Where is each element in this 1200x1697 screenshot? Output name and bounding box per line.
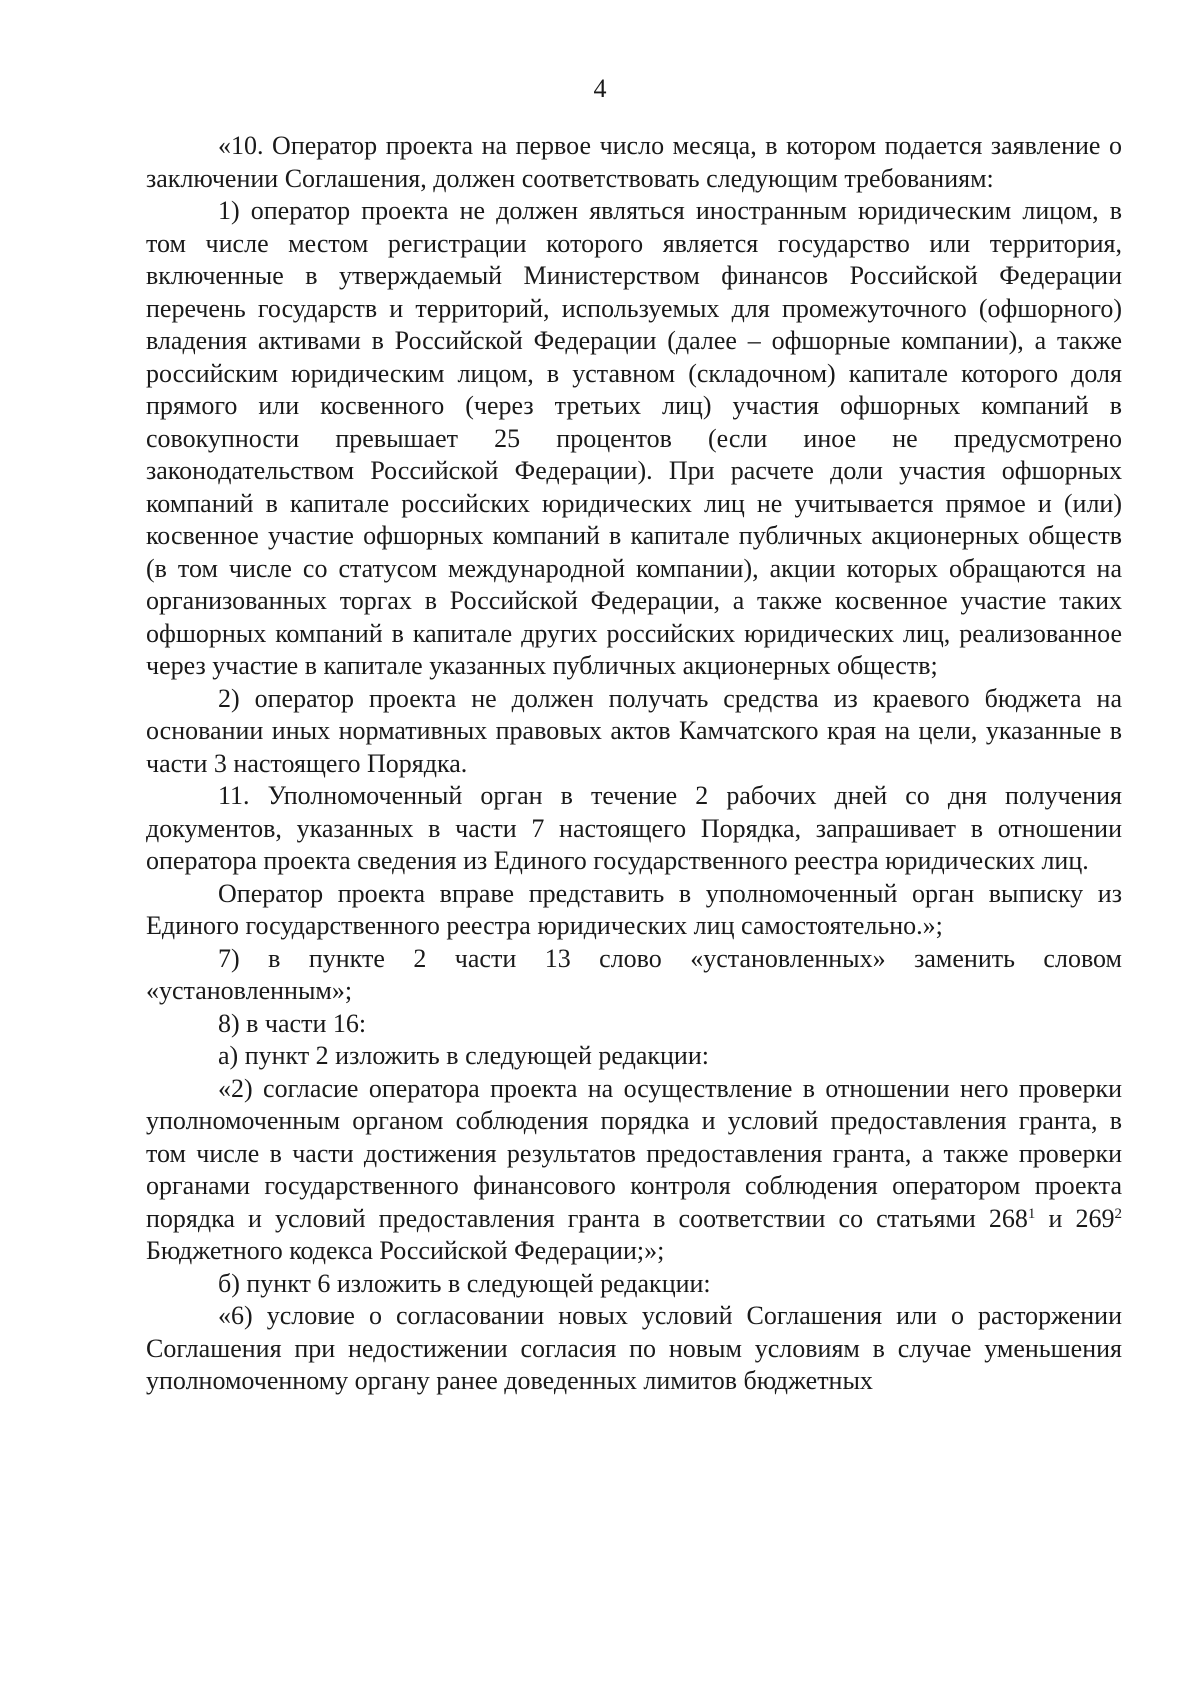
paragraph-point-2-text: [146, 1073, 1122, 1268]
paragraph-subitem-2: 2) оператор проекта не должен получать средства из краевого бюджета на основании иных нормативных правовых актов Камчатского края на цели, указанные в части 3 настоящего Порядка.: [146, 683, 1122, 778]
paragraph-extract-note: Оператор проекта вправе представить в уполномоченный орган выписку из Единого государственного реестра юридических лиц самостоятельно.»;: [146, 878, 1122, 940]
paragraph-item-11: 11. Уполномоченный орган в течение 2 рабочих дней со дня получения документов, указанных в части 7 настоящего Порядка, запрашивает в отношении оператора проекта сведения из Единого государственного реестра юридических лиц.: [146, 781, 1122, 875]
paragraph-subpoint-b: б) пункт 6 изложить в следующей редакции:: [218, 1268, 711, 1298]
paragraph-amendment-8: 8) в части 16:: [218, 1008, 367, 1038]
paragraph-subpoint-a: а) пункт 2 изложить в следующей редакции:: [218, 1041, 709, 1070]
superscript-1: 1: [1027, 1205, 1036, 1222]
paragraph-item-10: «10. Оператор проекта на первое число месяца, в котором подается заявление о заключении Соглашения, должен соответствовать следующим требованиям:: [146, 131, 1122, 193]
document-body: [146, 130, 1122, 1398]
page-number: 4: [593, 74, 607, 103]
superscript-2: 2: [1114, 1205, 1122, 1222]
paragraph-point-6-text: «6) условие о согласовании новых условий Соглашения или о расторжении Соглашения при недостижении согласия по новым условиям в случае уменьшения уполномоченному органу ранее доведенных лимитов бюджетных: [146, 1301, 1122, 1395]
paragraph-subitem-1: 1) оператор проекта не должен являться иностранным юридическим лицом, в том числе местом регистрации которого является государство или территория, включенные в утверждаемый Министерством финансов Российской Федерации перечень государств и территорий, используемых для промежуточного (офшорного) владения активами в Российской Федерации (далее – офшорные компании), а также российским юридическим лицом, в уставном (складочном) капитале которого доля прямого или косвенного (через третьих лиц) участия офшорных компаний в совокупности превышает 25 процентов (если иное не предусмотрено законодательством Российской Федерации). При расчете доли участия офшорных компаний в капитале российских юридических лиц не учитывается прямое и (или) косвенное участие офшорных компаний в капитале публичных акционерных обществ (в том числе со статусом международной компании), акции которых обращаются на организованных торгах в Российской Федерации, а также косвенное участие таких офшорных компаний в капитале других российских юридических лиц, реализованное через участие в капитале указанных публичных акционерных обществ;: [146, 196, 1122, 680]
point-2-text-part-1: «2) согласие оператора проекта на осуществление в отношении него проверки уполномоченным органом соблюдения порядка и условий предоставления гранта, в том числе в части достижения результатов предоставления гранта, а также проверки органами государственного финансового контроля соблюдения оператором проекта порядка и условий предоставления гранта в соответствии со статьями 268: [146, 1073, 1122, 1233]
point-2-text-part-3: Бюджетного кодекса Российской Федерации;»;: [146, 1236, 665, 1265]
paragraph-amendment-7: 7) в пункте 2 части 13 слово «установленных» заменить словом «установленным»;: [146, 943, 1122, 1005]
point-2-text-part-2: и 269: [1035, 1203, 1115, 1233]
